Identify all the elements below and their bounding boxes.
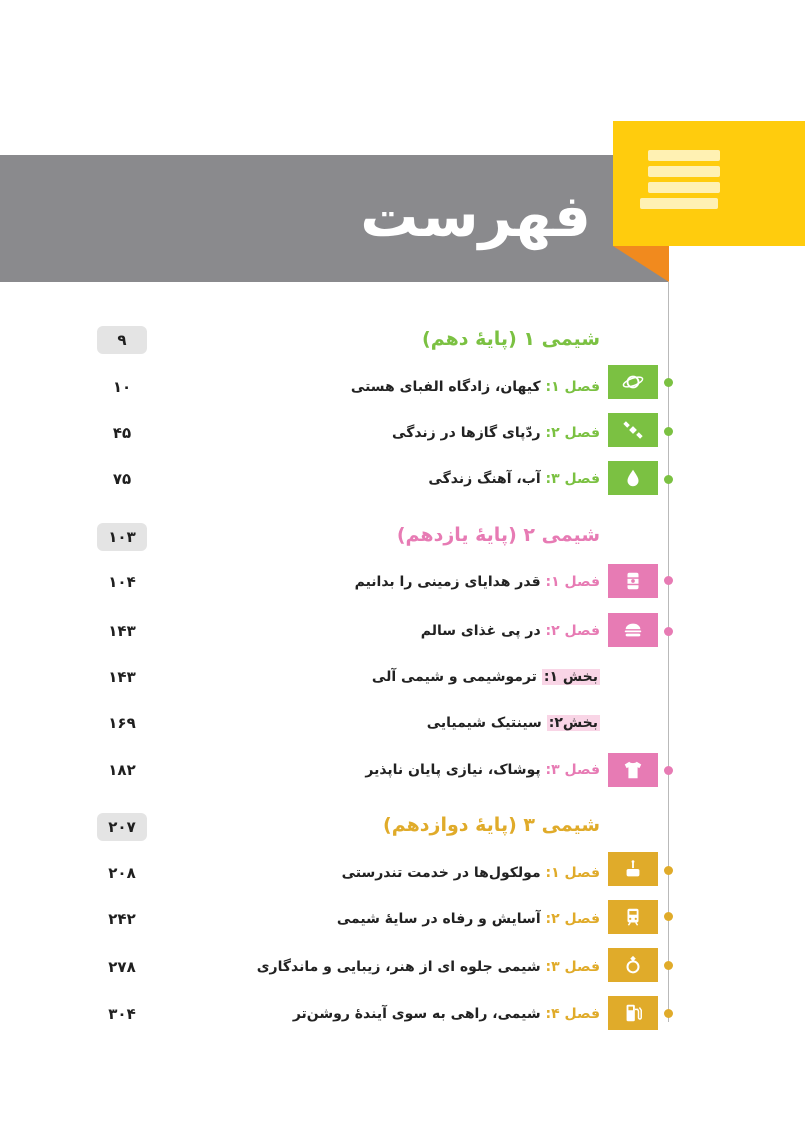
timeline-dot	[664, 912, 673, 921]
timeline-dot	[664, 961, 673, 970]
toc-entry[interactable]: فصل ۳: شیمی جلوه ای از هنر، زیبایی و ماندگاری	[256, 959, 600, 975]
chapter-icon-box	[608, 753, 658, 787]
chapter-page-number: ۷۵	[112, 470, 132, 488]
chapter-icon-box	[608, 996, 658, 1030]
sub-page-number: ۱۶۹	[108, 714, 136, 732]
timeline-dot	[664, 627, 673, 636]
section-title[interactable]: شیمی ۱ (پایهٔ دهم)	[422, 328, 600, 350]
header-tab-fold	[613, 246, 669, 282]
chapter-icon-box	[608, 900, 658, 934]
planet-icon	[622, 371, 644, 393]
list-lines-icon	[640, 150, 720, 214]
chapter-page-number: ۲۷۸	[108, 958, 136, 976]
chapter-icon-box	[608, 564, 658, 598]
section-title[interactable]: شیمی ۳ (پایهٔ دوازدهم)	[383, 814, 600, 836]
chapter-page-number: ۱۰۴	[108, 573, 136, 591]
toc-entry[interactable]: فصل ۱: کیهان، زادگاه الفبای هستی	[350, 379, 600, 395]
toc-entry[interactable]: فصل ۲: ردّپای گازها در زندگی	[392, 425, 600, 441]
burger-icon	[622, 619, 644, 641]
toc-entry[interactable]: فصل ۳: پوشاک، نیازی پایان ناپذیر	[365, 762, 600, 778]
satellite-icon	[622, 419, 644, 441]
train-icon	[622, 906, 644, 928]
timeline-dot	[664, 866, 673, 875]
timeline-dot	[664, 766, 673, 775]
toc-entry[interactable]: فصل ۲: آسایش و رفاه در سایهٔ شیمی	[336, 911, 600, 927]
chapter-page-number: ۱۸۲	[108, 761, 136, 779]
timeline-dot	[664, 427, 673, 436]
toc-sub-entry[interactable]: بخش۲: سینتیک شیمیایی	[426, 715, 598, 731]
timeline-line	[668, 282, 669, 1022]
toc-sub-entry[interactable]: بخش ۱: ترموشیمی و شیمی آلی	[371, 669, 598, 685]
section-page-number[interactable]: ۲۰۷	[97, 813, 147, 841]
chapter-page-number: ۳۰۴	[108, 1005, 136, 1023]
water-drop-icon	[622, 467, 644, 489]
section-page-number[interactable]: ۹	[97, 326, 147, 354]
section-title[interactable]: شیمی ۲ (پایهٔ یازدهم)	[396, 524, 600, 546]
toc-entry[interactable]: فصل ۳: آب، آهنگ زندگی	[428, 471, 600, 487]
toc-entry[interactable]: فصل ۴: شیمی، راهی به سوی آیندهٔ روشن‌تر	[292, 1006, 600, 1022]
section-page-number[interactable]: ۱۰۳	[97, 523, 147, 551]
page-title: فهرست	[360, 182, 591, 250]
cake-icon	[622, 858, 644, 880]
chapter-icon-box	[608, 365, 658, 399]
chapter-page-number: ۲۰۸	[108, 864, 136, 882]
oil-barrel-icon	[622, 570, 644, 592]
fuel-pump-icon	[622, 1002, 644, 1024]
chapter-icon-box	[608, 461, 658, 495]
ring-icon	[622, 954, 644, 976]
chapter-page-number: ۱۰	[112, 378, 132, 396]
timeline-dot	[664, 576, 673, 585]
toc-entry[interactable]: فصل ۲: در پی غذای سالم	[420, 623, 600, 639]
sub-page-number: ۱۴۳	[108, 668, 136, 686]
chapter-icon-box	[608, 948, 658, 982]
chapter-page-number: ۱۴۳	[108, 622, 136, 640]
chapter-page-number: ۴۵	[112, 424, 132, 442]
chapter-page-number: ۲۴۲	[108, 910, 136, 928]
tshirt-icon	[622, 759, 644, 781]
chapter-icon-box	[608, 852, 658, 886]
timeline-dot	[664, 378, 673, 387]
chapter-icon-box	[608, 413, 658, 447]
timeline-dot	[664, 1009, 673, 1018]
toc-entry[interactable]: فصل ۱: قدر هدایای زمینی را بدانیم	[354, 574, 600, 590]
timeline-dot	[664, 475, 673, 484]
chapter-icon-box	[608, 613, 658, 647]
toc-entry[interactable]: فصل ۱: مولکول‌ها در خدمت تندرستی	[341, 865, 600, 881]
